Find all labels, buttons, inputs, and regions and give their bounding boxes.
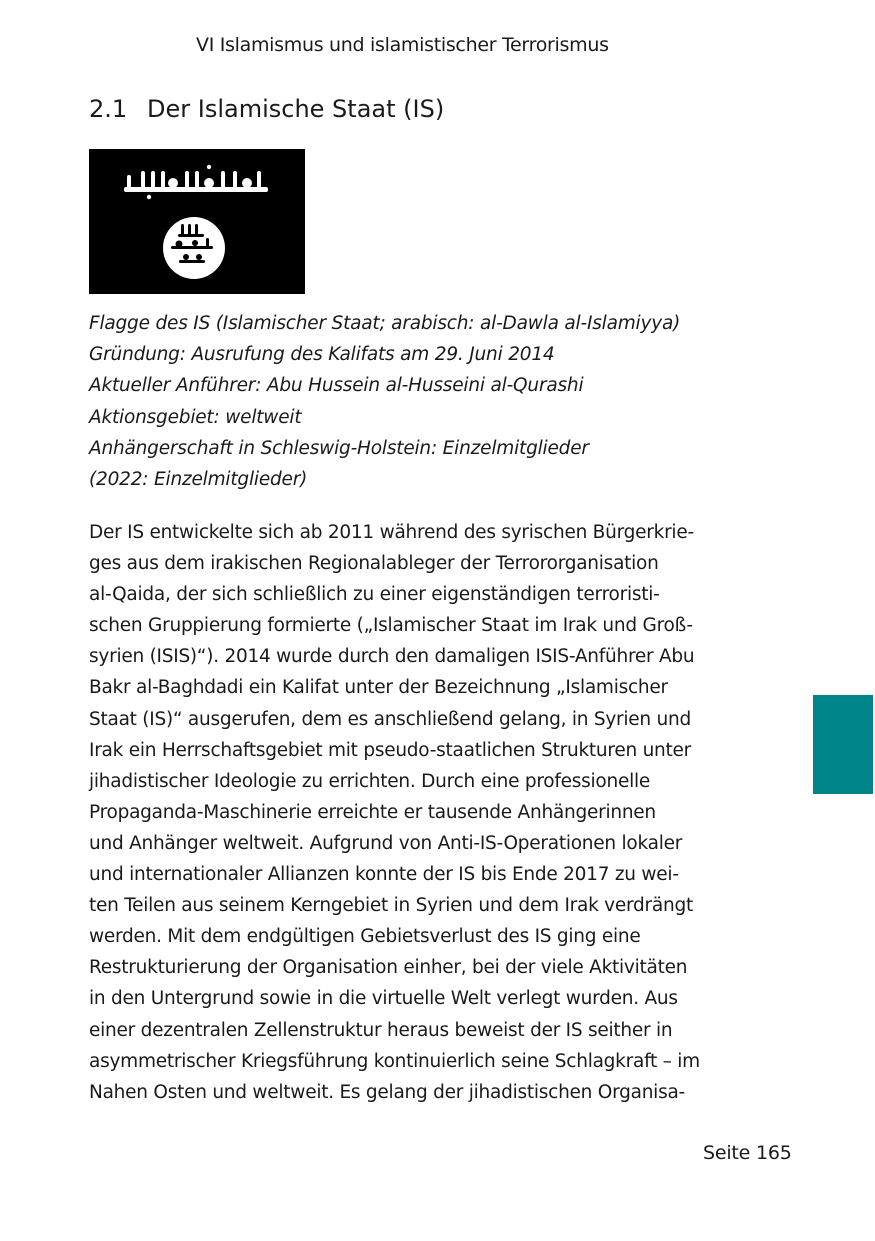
body-line: Restrukturierung der Organisation einher, bei der viele Aktivitäten: [89, 957, 688, 979]
body-line: ten Teilen aus seinem Kerngebiet in Syrien und dem Irak verdrängt: [89, 895, 693, 917]
running-header: VI Islamismus und islamistischer Terrorismus: [196, 34, 609, 56]
body-line: in den Untergrund sowie in die virtuelle Welt verlegt wurden. Aus: [89, 988, 678, 1010]
section-number: 2.1: [89, 95, 128, 123]
body-line: al-Qaida, der sich schließlich zu einer eigenständigen terroristi-: [89, 584, 660, 606]
fact-line: Gründung: Ausrufung des Kalifats am 29. Juni 2014: [89, 344, 555, 366]
body-line: syrien (ISIS)“). 2014 wurde durch den damaligen ISIS-Anführer Abu: [89, 646, 695, 668]
page-number: Seite 165: [703, 1142, 792, 1164]
body-line: und internationaler Allianzen konnte der IS bis Ende 2017 zu wei-: [89, 864, 679, 886]
body-line: Staat (IS)“ ausgerufen, dem es anschließend gelang, in Syrien und: [89, 708, 691, 730]
body-line: und Anhänger weltweit. Aufgrund von Anti-IS-Operationen lokaler: [89, 832, 683, 854]
body-line: schen Gruppierung formierte („Islamischer Staat im Irak und Groß-: [89, 615, 693, 637]
fact-line: Anhängerschaft in Schleswig-Holstein: Einzelmitglieder: [89, 437, 589, 459]
section-title: Der Islamische Staat (IS): [147, 95, 445, 123]
fact-line: Aktionsgebiet: weltweit: [89, 406, 302, 428]
body-line: werden. Mit dem endgültigen Gebietsverlust des IS ging eine: [89, 926, 641, 948]
body-paragraph: [89, 517, 729, 1108]
body-line: asymmetrischer Kriegsführung kontinuierlich seine Schlagkraft – im: [89, 1050, 700, 1072]
flag-graphic: [89, 149, 305, 294]
body-line: Propaganda-Maschinerie erreichte er tausende Anhängerinnen: [89, 801, 656, 823]
body-line: Nahen Osten und weltweit. Es gelang der jihadistischen Organisa-: [89, 1081, 685, 1103]
body-line: einer dezentralen Zellenstruktur heraus beweist der IS seither in: [89, 1019, 673, 1041]
body-line: jihadistischer Ideologie zu errichten. Durch eine professionelle: [89, 770, 651, 792]
fact-line: Flagge des IS (Islamischer Staat; arabisch: al-Dawla al-Islamiyya): [89, 313, 681, 334]
body-line: ges aus dem irakischen Regionalableger der Terrororganisation: [89, 553, 659, 575]
fact-box: [89, 308, 680, 495]
fact-line: (2022: Einzelmitglieder): [89, 469, 308, 491]
body-line: Der IS entwickelte sich ab 2011 während des syrischen Bürgerkrie-: [89, 522, 694, 543]
body-line: Irak ein Herrschaftsgebiet mit pseudo-staatlichen Strukturen unter: [89, 739, 692, 761]
section-heading: [89, 95, 444, 123]
is-flag-image: [89, 149, 305, 294]
fact-line: Aktueller Anführer: Abu Hussein al-Husseini al-Qurashi: [89, 375, 584, 397]
chapter-side-tab: [813, 695, 873, 794]
body-line: Bakr al-Baghdadi ein Kalifat unter der Bezeichnung „Islamischer: [89, 677, 668, 699]
